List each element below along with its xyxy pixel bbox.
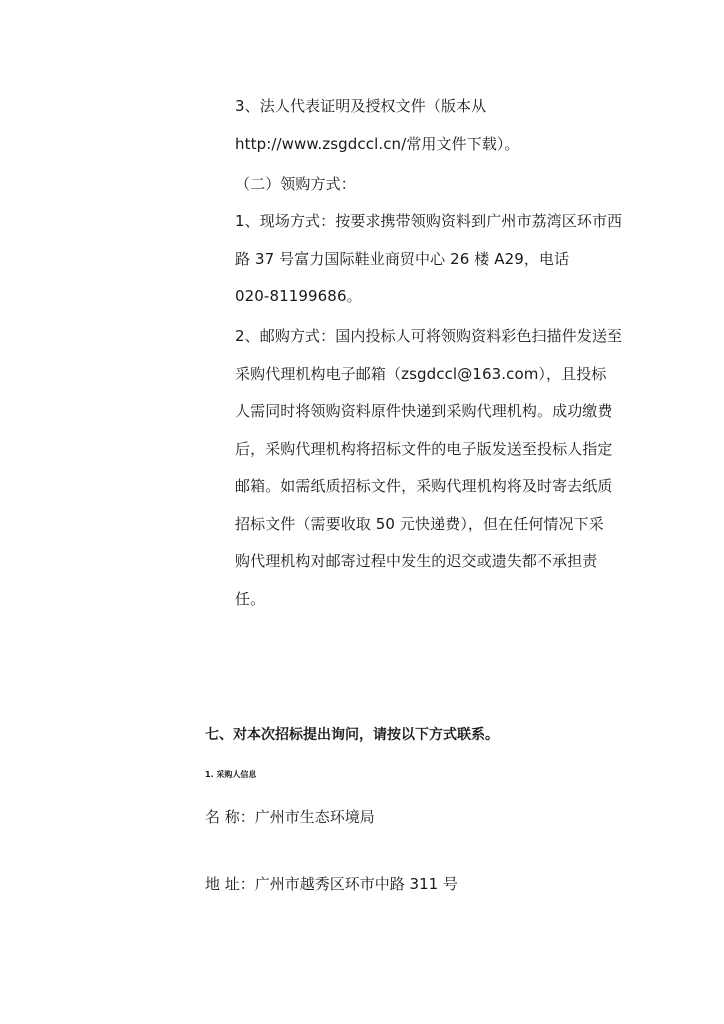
method-section-title-text: （二）领购方式：: [235, 175, 356, 193]
method2-line-1: 2、邮购方式：国内投标人可将领购资料彩色扫描件发送至: [235, 327, 623, 345]
method2-line-6: 招标文件（需要收取 50 元快递费），但在任何情况下采: [235, 514, 604, 533]
item3-line-2: http://www.zsgdccl.cn/常用文件下载）。: [235, 134, 520, 153]
method2-line-2: 采购代理机构电子邮箱（zsgdccl@163.com），且投标: [235, 364, 607, 383]
method2-line-4: 后，采购代理机构将招标文件的电子版发送至投标人指定: [235, 439, 613, 458]
method1-paragraph: [235, 203, 623, 316]
item3-paragraph: [235, 88, 607, 163]
purchaser-name: 名 称：广州市生态环境局: [205, 808, 375, 826]
purchaser-address: 地 址：广州市越秀区环市中路 311 号: [205, 875, 458, 893]
section7-heading: 七、对本次招标提出询问，请按以下方式联系。: [205, 727, 499, 743]
purchaser-info-subtitle: 1. 采购人信息: [205, 770, 257, 779]
method1-line-1: 1、现场方式：按要求携带领购资料到广州市荔湾区环市西: [235, 212, 623, 230]
method1-line-3: 020-81199686。: [235, 287, 362, 305]
item3-line-1: 3、法人代表证明及授权文件（版本从: [235, 97, 487, 115]
method1-line-2: 路 37 号富力国际鞋业商贸中心 26 楼 A29，电话: [235, 249, 570, 268]
method2-line-3: 人需同时将领购资料原件快递到采购代理机构。成功缴费: [235, 402, 613, 420]
method2-line-5: 邮箱。如需纸质招标文件，采购代理机构将及时寄去纸质: [235, 477, 613, 495]
method2-paragraph: [235, 318, 623, 618]
method2-line-8: 任。: [235, 589, 266, 608]
method2-line-7: 购代理机构对邮寄过程中发生的迟交或遗失都不承担责: [235, 552, 598, 570]
method-section-title: [235, 166, 607, 204]
